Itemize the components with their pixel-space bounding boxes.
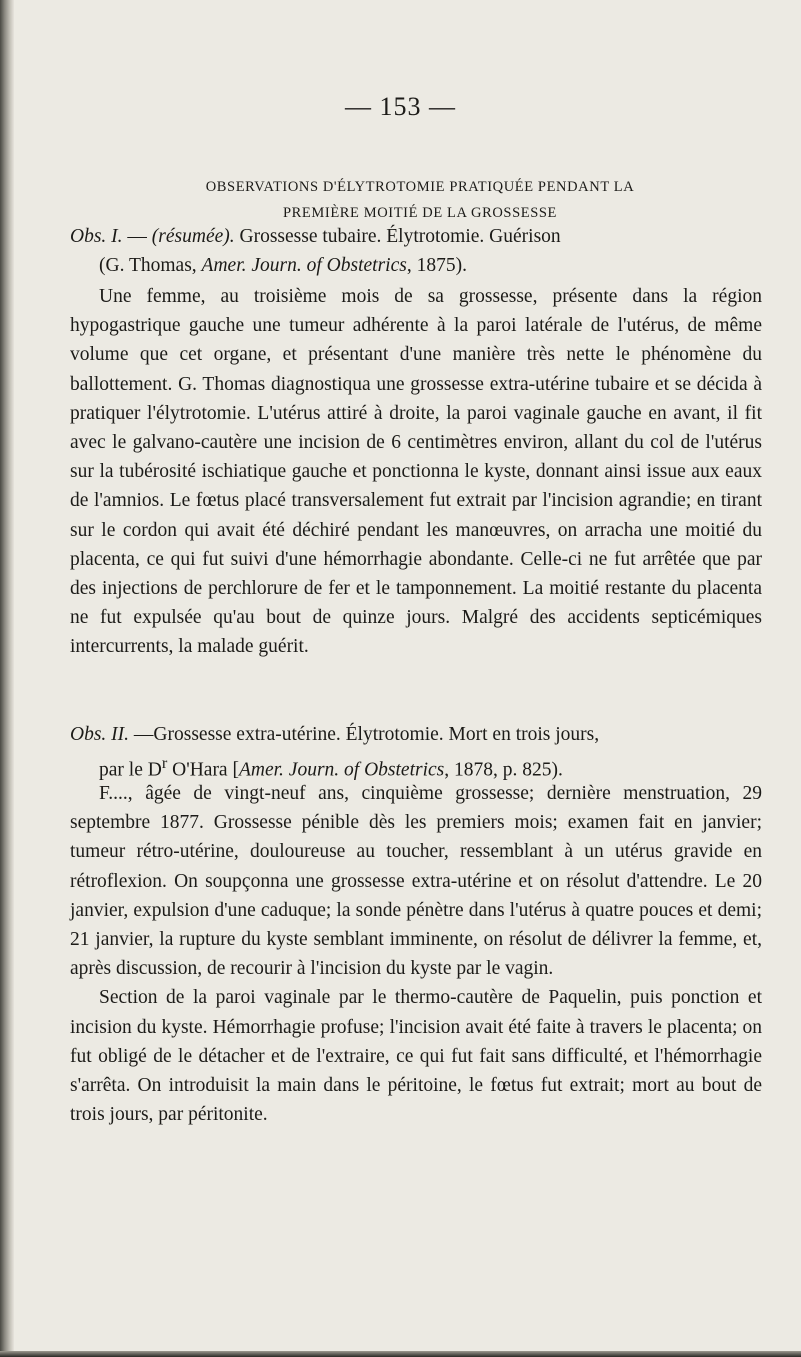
obs1-source-post: , 1875). (406, 255, 467, 277)
obs2-label: Obs. II. (70, 724, 130, 745)
obs2-source-mid: O'Hara [ (167, 759, 239, 781)
section-heading-line-1: OBSERVATIONS D'ÉLYTROTOMIE PRATIQUÉE PENDANT LA (205, 179, 635, 195)
obs1-title-text: Grossesse tubaire. Élytrotomie. Guérison (234, 226, 561, 247)
page-spine-shadow (0, 0, 14, 1357)
obs2-source-post: , 1878, p. 825). (444, 759, 563, 781)
obs2-title-text: —Grossesse extra-utérine. Élytrotomie. Mort en trois jours, (129, 724, 600, 745)
obs1-resumee: (résumée). (151, 226, 235, 247)
obs1-source-pre: (G. Thomas, (99, 255, 202, 277)
section-heading-line-2: PREMIÈRE MOITIÉ DE LA GROSSESSE (283, 205, 557, 221)
obs2-source-sup: r (161, 754, 168, 773)
obs2-title (70, 720, 762, 785)
page-bottom-edge (0, 1351, 801, 1357)
obs1-source-journal: Amer. Journ. of Obstetrics (201, 255, 407, 277)
obs1-label: Obs. I. (70, 226, 123, 247)
obs1-paragraph: Une femme, au troisième mois de sa grossesse, présente dans la région hypogastrique gauche une tumeur adhérente à la paroi latérale de l'utérus, de même volume que cet organe, et présentant d'une manière très nette le phénomène du ballottement. G. Thomas diagnostiqua une grossesse extra-utérine tubaire et se décida à pratiquer l'élytrotomie. L'utérus attiré à droite, la paroi vaginale gauche en avant, il fit avec le galvano-cautère une incision de 6 centimètres environ, allant du col de l'utérus sur la tubérosité ischiatique gauche et ponctionna le kyste, donnant ainsi issue aux eaux de l'amnios. Le fœtus placé transversalement fut extrait par l'incision agrandie; en tirant sur le cordon qui avait été déchiré pendant les manœuvres, on arracha une moitié du placenta, ce qui fut suivi d'une hémorrhagie abondante. Celle-ci ne fut arrêtée que par des injections de perchlorure de fer et le tamponnement. La moitié restante du placenta ne fut expulsée qu'au bout de quinze jours. Malgré des accidents septicémiques intercurrents, la malade guérit. (70, 286, 762, 658)
obs1-dash: — (122, 226, 152, 247)
obs2-body (70, 779, 762, 1129)
page-number: — 153 — (345, 92, 456, 121)
obs2-source-pre: par le D (99, 759, 162, 781)
section-heading (70, 174, 770, 226)
obs2-paragraph-2: Section de la paroi vaginale par le thermo-cautère de Paquelin, puis ponction et incision du kyste. Hémorrhagie profuse; l'incision avait été faite à travers le placenta; on fut obligé de le détacher et de l'extraire, ce qui fut fait sans difficulté, et l'hémorrhagie s'arrêta. On introduisit la main dans le péritoine, le fœtus fut extrait; mort au bout de trois jours, par péritonite. (70, 987, 762, 1126)
obs2-source-journal: Amer. Journ. of Obstetrics (238, 759, 445, 781)
obs2-paragraph-1: F...., âgée de vingt-neuf ans, cinquième grossesse; dernière menstruation, 29 septembre 1877. Grossesse pénible dès les premiers mois; examen fait en janvier; tumeur rétro-utérine, douloureuse au toucher, ressemblant à un utérus gravide en rétroflexion. On soupçonna une grossesse extra-utérine et on résolut d'attendre. Le 20 janvier, expulsion d'une caduque; la sonde pénètre dans l'utérus à quatre pouces et demi; 21 janvier, la rupture du kyste semblant imminente, on résolut de délivrer la femme, et, après discussion, de recourir à l'incision du kyste par le vagin. (70, 783, 762, 980)
obs1-body (70, 282, 762, 662)
obs1-title (70, 222, 762, 280)
